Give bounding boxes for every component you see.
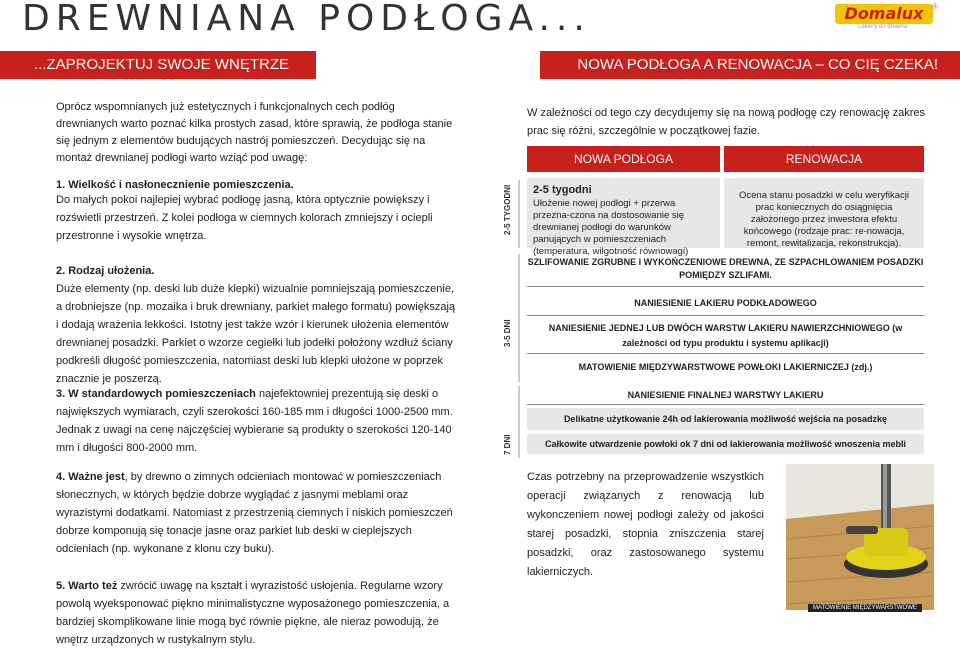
new-floor-box <box>527 178 720 257</box>
section-5 <box>56 577 456 649</box>
registered-mark: ® <box>932 2 938 11</box>
process-step: Całkowite utwardzenie powłoki ok 7 dni od lakierowania możliwość wnoszenia mebli <box>527 434 924 454</box>
process-step: NANIESIENIE FINALNEJ WARSTWY LAKIERU <box>627 390 824 400</box>
section-bar-left: ...ZAPROJEKTUJ SWOJE WNĘTRZE <box>0 51 316 79</box>
brand-logo: Domalux <box>835 4 933 24</box>
section-1-text: Do małych pokoi najlepiej wybrać podłogę jasną, która optycznie powiększy i rozświetli przestrzeń. Z kolei podłoga w ciemnych kolorach zmniejszy i ociepli przestronne i wysokie wnętrza. <box>56 194 433 242</box>
conclusion-paragraph: Czas potrzebny na przeprowadzenie wszystkich operacji związanych z renowacją lub wykonczeniem nowej podłogi zależy od jakości starej posadzki, stopnia zniszczenia starej posadzki, oraz zastosowanego systemu lakierniczych. <box>527 471 764 578</box>
process-step: MATOWIENIE MIĘDZYWARSTWOWE POWŁOKI LAKIERNICZEJ (zdj.) <box>578 362 873 372</box>
duration-label: 2-5 TYGODNI <box>503 184 512 235</box>
duration-label: 3-5 DNI <box>503 319 512 347</box>
page-title: DREWNIANA PODŁOGA... <box>22 0 591 39</box>
step-divider <box>527 404 924 405</box>
section-4-text: , by drewno o zimnych odcieniach montować w pomieszczeniach słonecznych, w których będzie dobrze wyglądać z jasnymi meblami oraz wyrazistymi dodatkami. Natomiast z przestrzenią ciemnych i niskich pomieszczeń dobrze komponują się tonacje jasne oraz parkiet lub deski w cieplejszych odcieniach (np. wykonane z klonu czy buku). <box>56 471 453 555</box>
section-5-text: zwrócić uwagę na kształt i wyrazistość usłojenia. Regularne wzory powolą wyeksponować piękno minimalistyczne wyposażonego pomieszczenia, a bardziej skomplikowane linie mogą być równie piękne, ale nieraz powodują, że wnętrz urządzonych w rustykalnym stylu. <box>56 580 450 646</box>
step-divider <box>527 353 924 354</box>
new-floor-box-text: Ułożenie nowej podłogi + przerwa przezna-czona na dostosowanie się drewnianej podłogi do warunków panujących w pomieszczeniach (temperatura, wilgotność równowagi) <box>533 198 689 257</box>
section-4-title: 4. Ważne jest <box>56 471 125 483</box>
section-2 <box>56 262 456 388</box>
column-header-new-floor: NOWA PODŁOGA <box>527 146 720 172</box>
process-step: SZLIFOWANIE ZGRUBNE I WYKOŃCZENIOWE DREWNA, ZE SZPACHLOWANIEM POSADZKI POMIĘDZY SZLIFAMI. <box>527 257 924 280</box>
section-bar-right: NOWA PODŁOGA A RENOWACJA – CO CIĘ CZEKA! <box>540 51 960 79</box>
timeline-divider <box>518 180 520 248</box>
logo-tagline: Lakiery do drewna <box>858 24 908 30</box>
section-4 <box>56 468 456 558</box>
step-divider <box>527 315 924 316</box>
renovation-box: Ocena stanu posadzki w celu weryfikacji prac koniecznych do osiągnięcia założonego przez inwestora efektu końcowego (rodzaje prac: re-nowacja, remont, rewitalizacja, rekonstrukcja). <box>724 178 924 248</box>
process-step: NANIESIENIE JEDNEJ LUB DWÓCH WARSTW LAKIERU NAWIERZCHNIOWEGO (w zależności od typu produktu i systemu aplikacji) <box>548 323 903 348</box>
section-1-title: 1. Wielkość i nasłonecznienie pomieszczenia. <box>56 179 294 191</box>
floor-sanding-photo <box>786 464 934 610</box>
process-step: Delikatne użytkowanie 24h od lakierowania możliwość wejścia na posadzkę <box>527 408 924 430</box>
timeline-divider <box>518 386 520 458</box>
duration-label: 7 DNI <box>503 434 512 455</box>
intro-paragraph: Oprócz wspomnianych już estetycznych i funkcjonalnych cech podłóg drewnianych warto poznać kilka prostych zasad, które sprawią, że podłoga stanie się jednym z elementów budujących nastrój pomieszczeń. Decydując się na montaż drewnianej podłogi warto wziąć pod uwagę: <box>56 101 453 164</box>
section-5-title: 5. Warto też <box>56 580 118 592</box>
section-3-text: najefektowniej prezentują się deski o największych wymiarach, czyli szerokości 160-185 mm i długości 1000-2500 mm. Jednak z uwagi na cenę najczęściej wybierane są produkty o szerokości 120-140 mm i długości 800-2000 mm. <box>56 388 453 454</box>
right-intro-paragraph: W zależności od tego czy decydujemy się na nową podłogę czy renowację zakres prac się różni, szczególnie w początkowej fazie. <box>527 107 926 137</box>
column-header-renovation: RENOWACJA <box>724 146 924 172</box>
section-2-text: Duże elementy (np. deski lub duże klepki) wizualnie pomniejszają pomieszczenie, a drobniejsze (np. mozaika i bruk drewniany, parkiet małego formatu) powiększają i dodają wrażenia lekkości. Istotny jest także wzór i kierunek ułożenia elementów drewnianej posadzki. Parkiet o wzorze cegiełki lub jodełki położony wzdłuż ściany podkreśli długość pomieszczenia, natomiast deski lub klepki ułożone w poprzek znacznie je poszerzą. <box>56 283 456 385</box>
photo-caption: MATOWIENIE MIĘDZYWARSTWOWE <box>808 604 922 612</box>
section-3 <box>56 385 456 457</box>
new-floor-box-title: 2-5 tygodni <box>533 184 592 196</box>
step-divider <box>527 286 924 287</box>
section-2-title: 2. Rodzaj ułożenia. <box>56 265 155 277</box>
process-step: NANIESIENIE LAKIERU PODKŁADOWEGO <box>634 298 817 308</box>
timeline-divider <box>518 254 520 382</box>
section-3-title: 3. W standardowych pomieszczeniach <box>56 388 256 400</box>
